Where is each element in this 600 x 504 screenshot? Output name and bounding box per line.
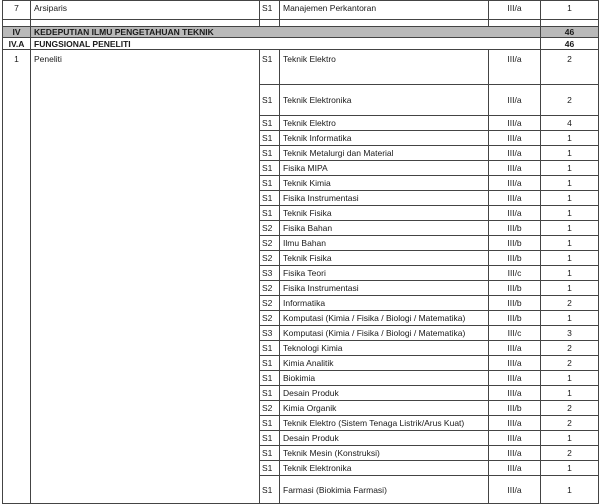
study-field: Teknik Elektro (Sistem Tenaga Listrik/Arus Kuat) bbox=[280, 416, 489, 431]
row-number: 7 bbox=[3, 1, 31, 20]
formation-count: 1 bbox=[541, 311, 599, 326]
formation-count: 1 bbox=[541, 386, 599, 401]
subsection-title: FUNGSIONAL PENELITI bbox=[31, 38, 541, 50]
rank-grade: III/a bbox=[489, 50, 541, 85]
staffing-table bbox=[2, 0, 599, 504]
education-level: S2 bbox=[260, 296, 280, 311]
formation-count: 1 bbox=[541, 206, 599, 221]
rank-grade: III/a bbox=[489, 131, 541, 146]
study-field: Fisika Teori bbox=[280, 266, 489, 281]
study-field: Desain Produk bbox=[280, 431, 489, 446]
study-field: Teknik Fisika bbox=[280, 206, 489, 221]
education-level: S1 bbox=[260, 146, 280, 161]
rank-grade: III/a bbox=[489, 416, 541, 431]
rank-grade: III/b bbox=[489, 296, 541, 311]
formation-count: 1 bbox=[541, 131, 599, 146]
formation-count: 2 bbox=[541, 341, 599, 356]
rank-grade: III/a bbox=[489, 1, 541, 20]
subsection-count: 46 bbox=[541, 38, 599, 50]
formation-count: 2 bbox=[541, 85, 599, 116]
formation-count: 1 bbox=[541, 146, 599, 161]
education-level: S1 bbox=[260, 416, 280, 431]
rank-grade: III/a bbox=[489, 191, 541, 206]
formation-count: 1 bbox=[541, 161, 599, 176]
formation-count: 1 bbox=[541, 461, 599, 476]
education-level: S1 bbox=[260, 371, 280, 386]
education-level: S1 bbox=[260, 341, 280, 356]
section-row bbox=[3, 27, 599, 38]
education-level: S2 bbox=[260, 281, 280, 296]
formation-count: 2 bbox=[541, 446, 599, 461]
rank-grade: III/b bbox=[489, 221, 541, 236]
study-field: Teknik Metalurgi dan Material bbox=[280, 146, 489, 161]
study-field: Komputasi (Kimia / Fisika / Biologi / Matematika) bbox=[280, 326, 489, 341]
education-level: S1 bbox=[260, 116, 280, 131]
study-field: Biokimia bbox=[280, 371, 489, 386]
education-level: S1 bbox=[260, 176, 280, 191]
spacer-row bbox=[3, 20, 599, 27]
rank-grade: III/a bbox=[489, 341, 541, 356]
formation-count: 1 bbox=[541, 371, 599, 386]
study-field: Teknologi Kimia bbox=[280, 341, 489, 356]
study-field: Teknik Informatika bbox=[280, 131, 489, 146]
table-row-arsiparis bbox=[3, 1, 599, 20]
rank-grade: III/a bbox=[489, 476, 541, 504]
subsection-code: IV.A bbox=[3, 38, 31, 50]
rank-grade: III/a bbox=[489, 446, 541, 461]
formation-count: 1 bbox=[541, 221, 599, 236]
education-level: S1 bbox=[260, 161, 280, 176]
group-position: Peneliti bbox=[31, 50, 260, 504]
study-field: Kimia Organik bbox=[280, 401, 489, 416]
position-name: Arsiparis bbox=[31, 1, 260, 20]
rank-grade: III/b bbox=[489, 311, 541, 326]
formation-count: 2 bbox=[541, 50, 599, 85]
formation-count: 1 bbox=[541, 431, 599, 446]
education-level: S1 bbox=[260, 85, 280, 116]
study-field: Teknik Kimia bbox=[280, 176, 489, 191]
rank-grade: III/b bbox=[489, 281, 541, 296]
education-level: S1 bbox=[260, 356, 280, 371]
education-level: S1 bbox=[260, 476, 280, 504]
education-level: S3 bbox=[260, 326, 280, 341]
rank-grade: III/a bbox=[489, 371, 541, 386]
formation-count: 4 bbox=[541, 116, 599, 131]
education-level: S1 bbox=[260, 386, 280, 401]
formation-count: 1 bbox=[541, 176, 599, 191]
formation-count: 2 bbox=[541, 356, 599, 371]
rank-grade: III/a bbox=[489, 386, 541, 401]
rank-grade: III/b bbox=[489, 401, 541, 416]
formation-count: 1 bbox=[541, 191, 599, 206]
rank-grade: III/b bbox=[489, 251, 541, 266]
formation-count: 1 bbox=[541, 281, 599, 296]
formation-count: 1 bbox=[541, 476, 599, 504]
group-number: 1 bbox=[3, 50, 31, 504]
formation-count: 1 bbox=[541, 266, 599, 281]
study-field: Kimia Analitik bbox=[280, 356, 489, 371]
study-field: Fisika Bahan bbox=[280, 221, 489, 236]
rank-grade: III/a bbox=[489, 176, 541, 191]
education-level: S1 bbox=[260, 1, 280, 20]
rank-grade: III/a bbox=[489, 356, 541, 371]
education-level: S3 bbox=[260, 266, 280, 281]
study-field: Teknik Mesin (Konstruksi) bbox=[280, 446, 489, 461]
education-level: S1 bbox=[260, 191, 280, 206]
education-level: S1 bbox=[260, 206, 280, 221]
study-field: Teknik Fisika bbox=[280, 251, 489, 266]
formation-count: 3 bbox=[541, 326, 599, 341]
education-level: S2 bbox=[260, 221, 280, 236]
education-level: S1 bbox=[260, 446, 280, 461]
study-field: Ilmu Bahan bbox=[280, 236, 489, 251]
study-field: Teknik Elektro bbox=[280, 116, 489, 131]
rank-grade: III/a bbox=[489, 206, 541, 221]
study-field: Fisika Instrumentasi bbox=[280, 191, 489, 206]
study-field: Desain Produk bbox=[280, 386, 489, 401]
study-field: Fisika MIPA bbox=[280, 161, 489, 176]
education-level: S1 bbox=[260, 461, 280, 476]
study-field: Teknik Elektronika bbox=[280, 461, 489, 476]
study-field: Teknik Elektronika bbox=[280, 85, 489, 116]
rank-grade: III/a bbox=[489, 161, 541, 176]
education-level: S2 bbox=[260, 311, 280, 326]
formation-count: 1 bbox=[541, 236, 599, 251]
rank-grade: III/a bbox=[489, 431, 541, 446]
study-field: Informatika bbox=[280, 296, 489, 311]
education-level: S1 bbox=[260, 50, 280, 85]
formation-count: 2 bbox=[541, 416, 599, 431]
study-field: Komputasi (Kimia / Fisika / Biologi / Matematika) bbox=[280, 311, 489, 326]
rank-grade: III/b bbox=[489, 236, 541, 251]
formation-count: 1 bbox=[541, 251, 599, 266]
education-level: S1 bbox=[260, 131, 280, 146]
section-count: 46 bbox=[541, 27, 599, 38]
rank-grade: III/c bbox=[489, 326, 541, 341]
study-field: Teknik Elektro bbox=[280, 50, 489, 85]
subsection-row bbox=[3, 38, 599, 50]
education-level: S2 bbox=[260, 251, 280, 266]
rank-grade: III/a bbox=[489, 116, 541, 131]
section-code: IV bbox=[3, 27, 31, 38]
education-level: S2 bbox=[260, 236, 280, 251]
table-row bbox=[3, 50, 599, 85]
study-field: Fisika Instrumentasi bbox=[280, 281, 489, 296]
rank-grade: III/a bbox=[489, 461, 541, 476]
section-title: KEDEPUTIAN ILMU PENGETAHUAN TEKNIK bbox=[31, 27, 541, 38]
education-level: S1 bbox=[260, 431, 280, 446]
formation-count: 2 bbox=[541, 401, 599, 416]
rank-grade: III/a bbox=[489, 85, 541, 116]
education-level: S2 bbox=[260, 401, 280, 416]
formation-count: 1 bbox=[541, 1, 599, 20]
study-field: Manajemen Perkantoran bbox=[280, 1, 489, 20]
study-field: Farmasi (Biokimia Farmasi) bbox=[280, 476, 489, 504]
formation-count: 2 bbox=[541, 296, 599, 311]
rank-grade: III/a bbox=[489, 146, 541, 161]
rank-grade: III/c bbox=[489, 266, 541, 281]
